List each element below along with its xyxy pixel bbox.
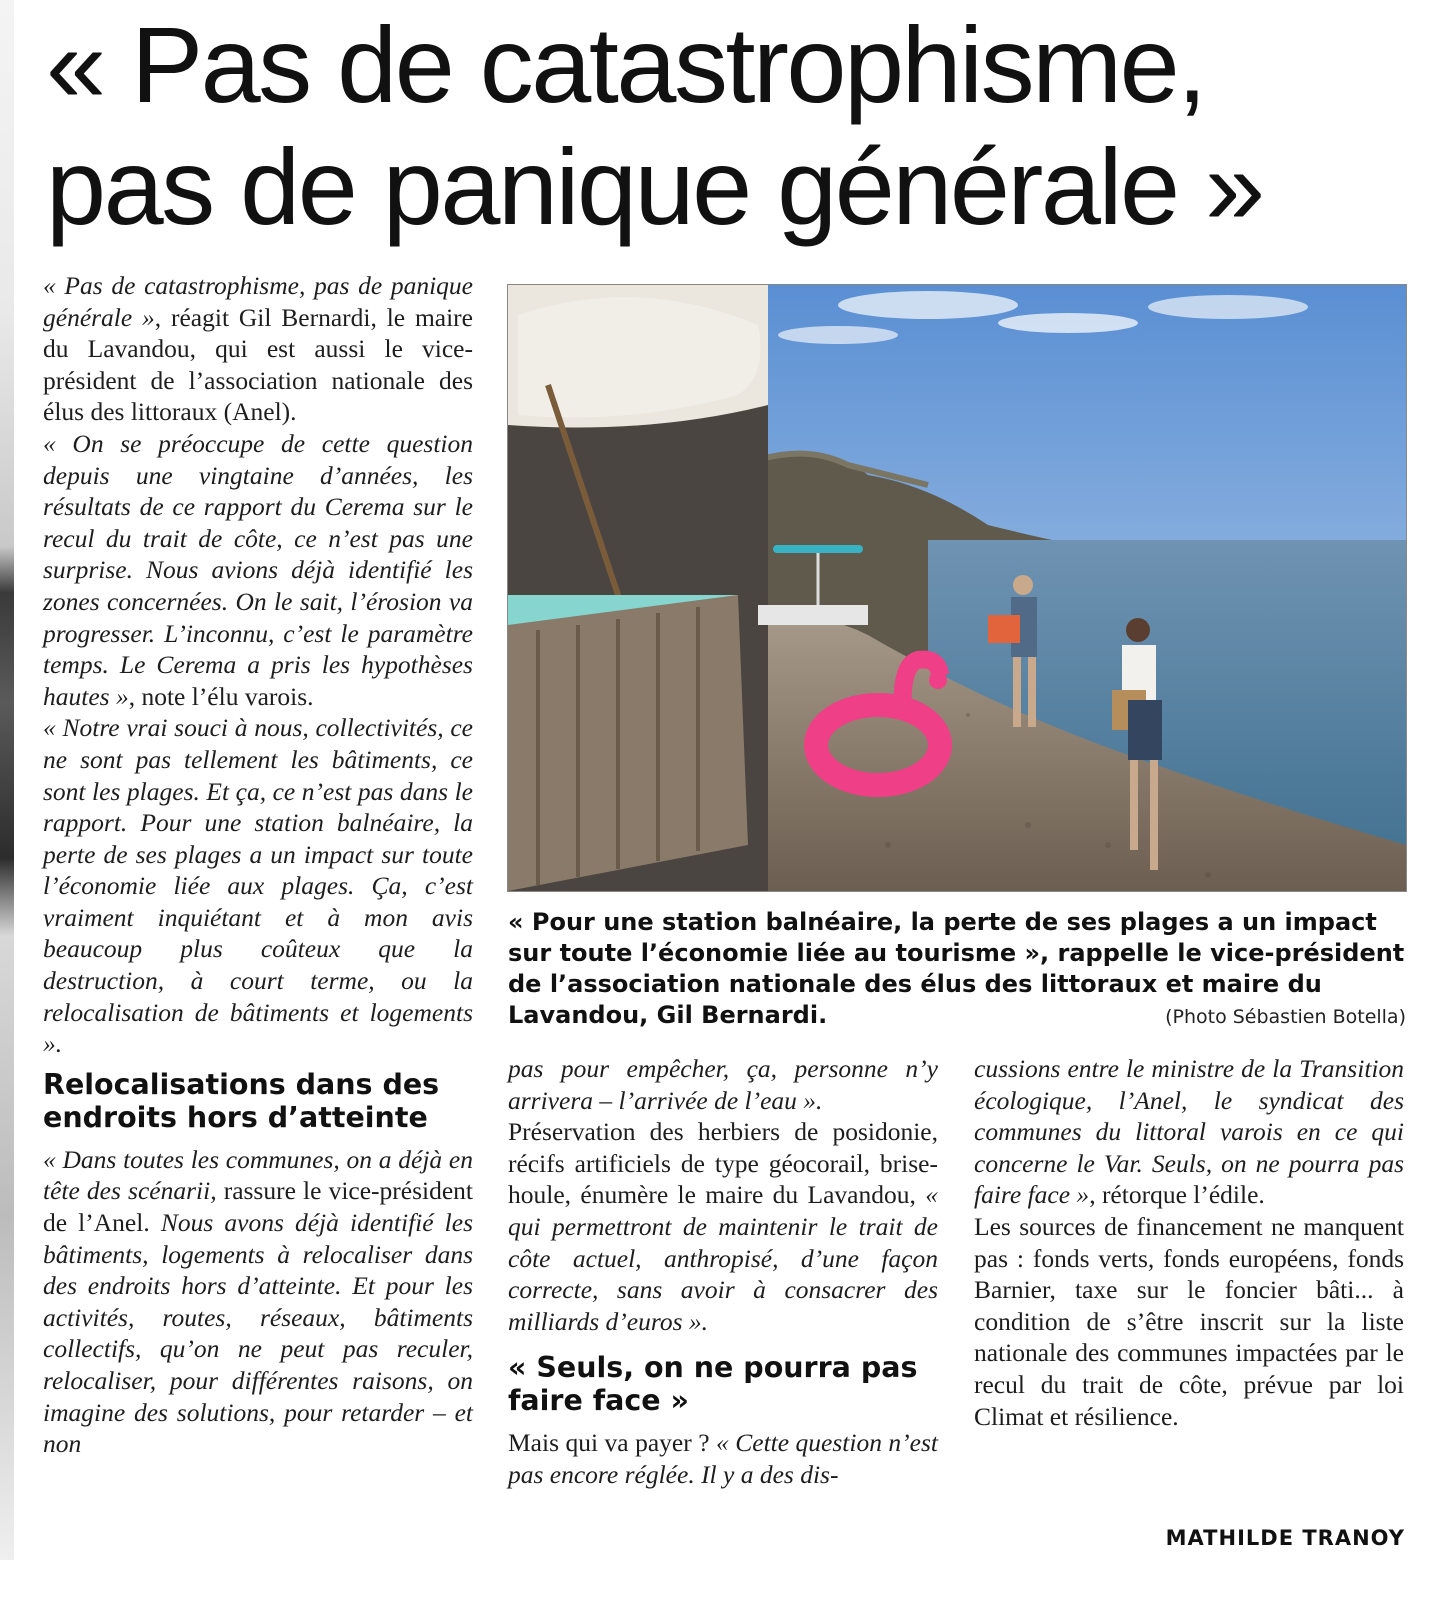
- beach-scene-image: [508, 285, 1406, 891]
- text-run: , réagit Gil Bernardi, le maire du Lavandou, qui est aussi le vice-président de l’association nationale des élus des littoraux (Anel).: [43, 302, 473, 427]
- article-column-3: [974, 1053, 1404, 1432]
- quoted-text: « Dans toutes les communes, on a déjà en tête des scénarii,: [43, 1144, 473, 1206]
- quoted-text: cussions entre le ministre de la Transition écologique, l’Anel, le syndicat des communes du littoral varois en ce qui concerne le Var. Seuls, on ne pourra pas faire face »: [974, 1054, 1404, 1210]
- paragraph: [974, 1053, 1404, 1211]
- text-run: Préservation des herbiers de posidonie, récifs artificiels de type géocorail, brise-houle, énumère le maire du Lavandou,: [508, 1117, 938, 1210]
- quoted-text: « qui permettront de maintenir le trait de côte actuel, anthropisé, d’une façon correcte, sans avoir à consacrer des milliards d’euros ».: [508, 1180, 938, 1336]
- text-run: Les sources de financement ne manquent pas : fonds verts, fonds européens, fonds Barnier, taxe sur le foncier bâti... à condition de s’être inscrit sur la liste nationale des communes impactées par le recul du trait de côte, prévue par loi Climat et résilience.: [974, 1211, 1404, 1431]
- paragraph: [508, 1427, 938, 1490]
- text-run: , rétorque l’édile.: [1089, 1180, 1265, 1210]
- subheading: « Seuls, on ne pourra pas faire face »: [508, 1351, 918, 1418]
- article-column-1: [43, 270, 473, 1460]
- quoted-text: Nous avons déjà identifié les bâtiments, logements à relocaliser dans des endroits hors d’atteinte. Et pour les activités, routes, réseaux, bâtiments collectifs, qu’on ne peut pas reculer, relocaliser, pour différentes raisons, on imagine des solutions, pour retarder – et non: [43, 1208, 473, 1459]
- text-run: rassure le vice-président de l’Anel.: [43, 1176, 473, 1238]
- quoted-text: « Pas de catastrophisme, pas de panique générale »: [43, 271, 473, 332]
- quoted-text: « Notre vrai souci à nous, collectivités, ce ne sont pas tellement les bâtiments, ce sont les plages. Et ça, ce n’est pas dans le rapport. Pour une station balnéaire, la perte de ses plages a un impact sur toute l’économie liée aux plages. Ça, c’est vraiment inquiétant et à mon avis beaucoup plus coûteux que la destruction, à court terme, ou la relocalisation de bâtiments et logements ».: [43, 713, 473, 1059]
- text-run: , note l’élu varois.: [128, 681, 314, 711]
- paragraph: [43, 270, 473, 428]
- paragraph: [508, 1116, 938, 1337]
- paragraph: [43, 712, 473, 1060]
- subheading: Relocalisations dans des endroits hors d’atteinte: [43, 1067, 440, 1134]
- page-edge-strip: [0, 0, 14, 1560]
- photo-credit: (Photo Sébastien Botella): [1165, 1006, 1406, 1028]
- paragraph: [43, 1144, 473, 1460]
- article-column-2: [508, 1053, 938, 1491]
- paragraph: [508, 1053, 938, 1116]
- headline-line-1: « Pas de catastrophisme,: [46, 4, 1205, 125]
- photo-caption: « Pour une station balnéaire, la perte de ses plages a un impact sur toute l’économie liée au tourisme », rappelle le vice-président de l’association nationale des élus des littoraux et maire du Lavandou, Gil Bernardi.: [508, 908, 1405, 1029]
- paragraph: [43, 428, 473, 712]
- text-run: Mais qui va payer ?: [508, 1428, 717, 1458]
- quoted-text: pas pour empêcher, ça, personne n’y arrivera – l’arrivée de l’eau ».: [508, 1054, 938, 1115]
- quoted-text: « On se préoccupe de cette question depuis une vingtaine d’années, les résultats de ce rapport du Cerema sur le recul du trait de côte, ce n’est pas une surprise. Nous avions déjà identifié les zones concernées. On le sait, l’érosion va progresser. L’inconnu, c’est le paramètre temps. Le Cerema a pris les hypothèses hautes »: [43, 428, 473, 711]
- beach-photo: [507, 284, 1407, 892]
- headline: [46, 4, 1416, 248]
- paragraph: [974, 1211, 1404, 1432]
- author-byline: MATHILDE TRANOY: [1165, 1526, 1405, 1550]
- headline-line-2: pas de panique générale »: [46, 126, 1263, 247]
- quoted-text: « Cette question n’est pas encore réglée. Il y a des dis-: [508, 1428, 939, 1489]
